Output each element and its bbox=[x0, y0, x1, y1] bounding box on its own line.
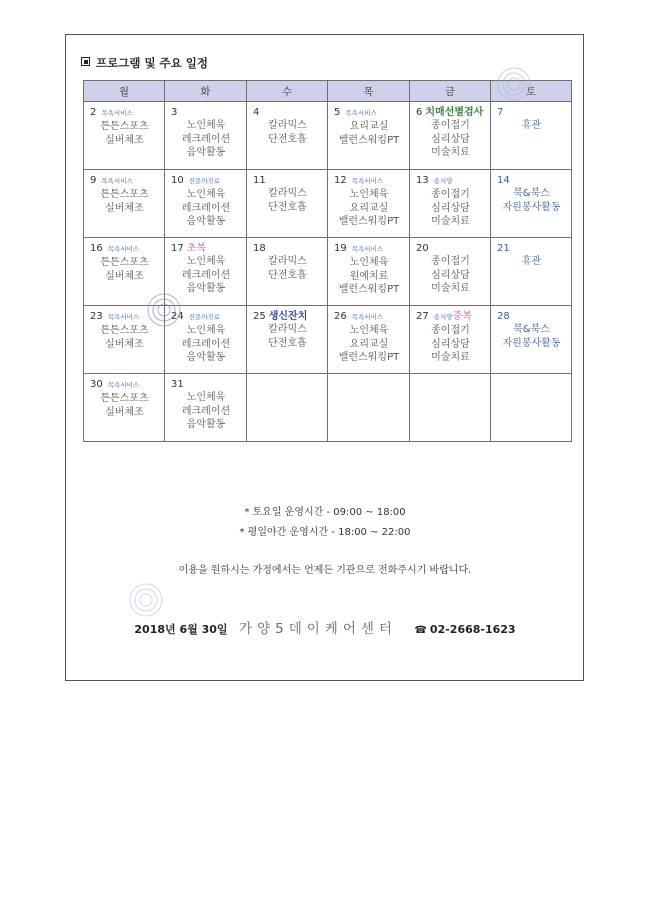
program-activity: 실버체조 bbox=[105, 406, 144, 418]
day-number: 3 bbox=[171, 107, 178, 118]
program-activity: 요리교실 bbox=[349, 338, 389, 350]
calendar-day-cell bbox=[165, 102, 247, 170]
program-activity: 튼튼스포츠 bbox=[100, 189, 149, 200]
program-activity: 종이접기 bbox=[431, 325, 470, 336]
calendar-day-cell bbox=[247, 374, 328, 442]
day-event: 생신잔치 bbox=[268, 311, 308, 322]
calendar-day-cell bbox=[84, 102, 165, 170]
day-event: 치매선별검사 bbox=[425, 107, 484, 118]
weekday-header: 금 bbox=[410, 81, 491, 102]
day-number: 23 bbox=[90, 311, 103, 322]
calendar-week-row bbox=[84, 374, 572, 442]
program-activity: 튼튼스포츠 bbox=[100, 325, 149, 336]
calendar-day-cell bbox=[247, 170, 328, 238]
day-number: 27 bbox=[416, 311, 429, 322]
program-activity: 레크레이션 bbox=[181, 269, 231, 281]
program-activity: 휴관 bbox=[521, 120, 542, 131]
day-number: 17 bbox=[171, 243, 184, 254]
day-number: 26 bbox=[334, 311, 347, 322]
program-activity: 레크레이션 bbox=[181, 338, 231, 350]
program-activity: 노인체육 bbox=[186, 325, 226, 336]
program-activity: 자원봉사활동 bbox=[502, 201, 561, 213]
saturday-hours-note: * 토요일 운영시간 - 09:00 ~ 18:00 bbox=[244, 507, 406, 518]
organization-name: 가양5데이케어센터 bbox=[239, 621, 397, 637]
calendar-day-cell bbox=[328, 306, 410, 374]
day-note: 목욕서비스 bbox=[107, 313, 140, 321]
program-activity: 원예치료 bbox=[349, 270, 389, 282]
program-activity: 북&북스 bbox=[513, 324, 550, 335]
program-activity: 칼라믹스 bbox=[268, 324, 307, 335]
calendar-day-cell bbox=[410, 102, 491, 170]
program-activity: 밸런스워킹PT bbox=[338, 216, 400, 227]
footer bbox=[0, 617, 650, 637]
calendar-day-cell bbox=[328, 374, 410, 442]
telephone-icon: ☎ bbox=[414, 625, 427, 636]
program-activity: 밸런스워킹PT bbox=[338, 284, 400, 295]
day-number: 31 bbox=[171, 379, 184, 390]
calendar-day-cell bbox=[491, 374, 572, 442]
day-number: 10 bbox=[171, 175, 184, 186]
program-activity: 레크레이션 bbox=[181, 202, 231, 214]
program-activity: 심리상담 bbox=[431, 133, 470, 145]
day-number: 5 bbox=[334, 107, 341, 118]
calendar-day-cell bbox=[410, 374, 491, 442]
program-activity: 북&북스 bbox=[513, 188, 550, 199]
calendar-day-cell bbox=[410, 238, 491, 306]
program-activity: 자원봉사활동 bbox=[502, 337, 561, 349]
program-activity: 음악활동 bbox=[186, 419, 226, 430]
day-number: 19 bbox=[334, 243, 347, 254]
day-number: 18 bbox=[253, 243, 266, 254]
calendar-day-cell bbox=[491, 102, 572, 170]
program-activity: 레크레이션 bbox=[181, 405, 231, 417]
program-activity: 휴관 bbox=[521, 256, 542, 267]
day-number: 2 bbox=[90, 107, 97, 118]
program-activity: 종이접기 bbox=[431, 120, 470, 131]
calendar-day-cell bbox=[165, 374, 247, 442]
square-bullet-icon bbox=[81, 57, 90, 66]
program-activity: 칼라믹스 bbox=[268, 188, 307, 199]
program-activity: 실버체조 bbox=[105, 338, 144, 350]
contact-note: 이용을 원하시는 가정에서는 언제든 기관으로 전화주시기 바랍니다. bbox=[178, 565, 472, 576]
day-number: 12 bbox=[334, 175, 347, 186]
day-number: 13 bbox=[416, 175, 429, 186]
day-note: 목욕서비스 bbox=[101, 177, 133, 185]
program-activity: 밸런스워킹PT bbox=[338, 134, 400, 146]
program-activity: 노인체육 bbox=[186, 120, 226, 131]
program-activity: 미술치료 bbox=[431, 216, 470, 227]
day-note: 송지양 bbox=[433, 313, 453, 321]
calendar-day-cell bbox=[328, 238, 410, 306]
program-activity: 노인체육 bbox=[349, 189, 389, 200]
day-number: 6 bbox=[416, 107, 423, 118]
day-note: 목욕서비스 bbox=[101, 109, 133, 117]
day-event: 중복 bbox=[452, 311, 472, 322]
day-number: 30 bbox=[90, 379, 103, 390]
day-number: 20 bbox=[416, 243, 429, 254]
program-activity: 실버체조 bbox=[105, 134, 144, 146]
program-activity: 칼라믹스 bbox=[268, 256, 307, 267]
day-number: 16 bbox=[90, 243, 103, 254]
day-note: 목욕서비스 bbox=[107, 245, 140, 253]
calendar-day-cell bbox=[328, 102, 410, 170]
calendar-day-cell bbox=[247, 306, 328, 374]
stamp-mark-icon bbox=[496, 66, 532, 102]
weekday-header: 목 bbox=[328, 81, 410, 102]
program-activity: 요리교실 bbox=[349, 121, 389, 132]
calendar-table bbox=[83, 80, 572, 442]
weekday-night-hours-note: * 평일야간 운영시간 - 18:00 ~ 22:00 bbox=[239, 527, 411, 538]
program-activity: 심리상담 bbox=[431, 338, 470, 350]
program-activity: 단전호흡 bbox=[268, 201, 307, 213]
weekday-header: 화 bbox=[165, 81, 247, 102]
program-activity: 미술치료 bbox=[431, 352, 470, 363]
calendar-day-cell bbox=[328, 170, 410, 238]
day-number: 24 bbox=[171, 311, 184, 322]
program-activity: 튼튼스포츠 bbox=[100, 257, 149, 268]
calendar-day-cell bbox=[84, 170, 165, 238]
program-activity: 단전호흡 bbox=[268, 269, 307, 281]
day-note: 목욕서비스 bbox=[345, 109, 377, 117]
day-number: 28 bbox=[497, 311, 510, 322]
program-activity: 음악활동 bbox=[186, 147, 226, 158]
program-activity: 요리교실 bbox=[349, 202, 389, 214]
program-activity: 실버체조 bbox=[105, 202, 144, 214]
calendar-day-cell bbox=[165, 238, 247, 306]
day-note: 목욕서비스 bbox=[351, 245, 384, 253]
stamp-mark-icon bbox=[146, 292, 182, 328]
day-note: 전문의진료 bbox=[188, 177, 221, 185]
day-note: 전문의진료 bbox=[188, 313, 221, 321]
program-activity: 심리상담 bbox=[431, 269, 470, 281]
calendar-day-cell bbox=[247, 102, 328, 170]
program-activity: 튼튼스포츠 bbox=[100, 393, 149, 404]
program-activity: 칼라믹스 bbox=[268, 120, 307, 131]
day-number: 11 bbox=[253, 175, 266, 186]
program-activity: 심리상담 bbox=[431, 202, 470, 214]
program-activity: 노인체육 bbox=[349, 257, 389, 268]
calendar-day-cell bbox=[491, 170, 572, 238]
day-number: 9 bbox=[90, 175, 97, 186]
day-number: 14 bbox=[497, 175, 510, 186]
calendar-day-cell bbox=[247, 238, 328, 306]
program-activity: 실버체조 bbox=[105, 270, 144, 282]
section-heading: 프로그램 및 주요 일정 bbox=[81, 55, 208, 71]
program-activity: 노인체육 bbox=[186, 256, 226, 267]
day-number: 25 bbox=[253, 311, 266, 322]
day-note: 목욕서비스 bbox=[351, 313, 384, 321]
program-activity: 종이접기 bbox=[431, 189, 470, 200]
calendar-day-cell bbox=[165, 170, 247, 238]
calendar-week-row bbox=[84, 170, 572, 238]
calendar-day-cell bbox=[84, 374, 165, 442]
program-activity: 음악활동 bbox=[186, 216, 226, 227]
day-event: 초복 bbox=[186, 243, 207, 254]
calendar-week-row bbox=[84, 102, 572, 170]
day-number: 4 bbox=[253, 107, 260, 118]
day-note: 목욕서비스 bbox=[107, 381, 140, 389]
program-activity: 레크레이션 bbox=[181, 133, 231, 145]
day-note: 송지양 bbox=[433, 177, 453, 185]
program-activity: 음악활동 bbox=[186, 352, 226, 363]
program-activity: 단전호흡 bbox=[268, 337, 307, 349]
day-number: 7 bbox=[497, 107, 504, 118]
program-activity: 미술치료 bbox=[431, 147, 470, 158]
program-activity: 노인체육 bbox=[349, 325, 389, 336]
calendar-day-cell bbox=[410, 306, 491, 374]
program-activity: 밸런스워킹PT bbox=[338, 352, 400, 363]
program-activity: 튼튼스포츠 bbox=[100, 121, 149, 132]
program-activity: 노인체육 bbox=[186, 189, 226, 200]
program-activity: 단전호흡 bbox=[268, 133, 307, 145]
weekday-header: 월 bbox=[84, 81, 165, 102]
weekday-header: 수 bbox=[247, 81, 328, 102]
calendar-day-cell bbox=[491, 238, 572, 306]
phone-number: 02-2668-1623 bbox=[429, 623, 516, 636]
calendar-day-cell bbox=[410, 170, 491, 238]
program-activity: 노인체육 bbox=[186, 392, 226, 403]
day-number: 21 bbox=[497, 243, 510, 254]
stamp-mark-icon bbox=[128, 582, 164, 618]
issue-date: 2018년 6월 30일 bbox=[134, 623, 228, 636]
weekday-header: 토 bbox=[491, 81, 572, 102]
program-activity: 미술치료 bbox=[431, 283, 470, 294]
program-activity: 음악활동 bbox=[186, 283, 226, 294]
calendar-day-cell bbox=[491, 306, 572, 374]
day-note: 목욕서비스 bbox=[351, 177, 384, 185]
program-activity: 종이접기 bbox=[431, 256, 470, 267]
